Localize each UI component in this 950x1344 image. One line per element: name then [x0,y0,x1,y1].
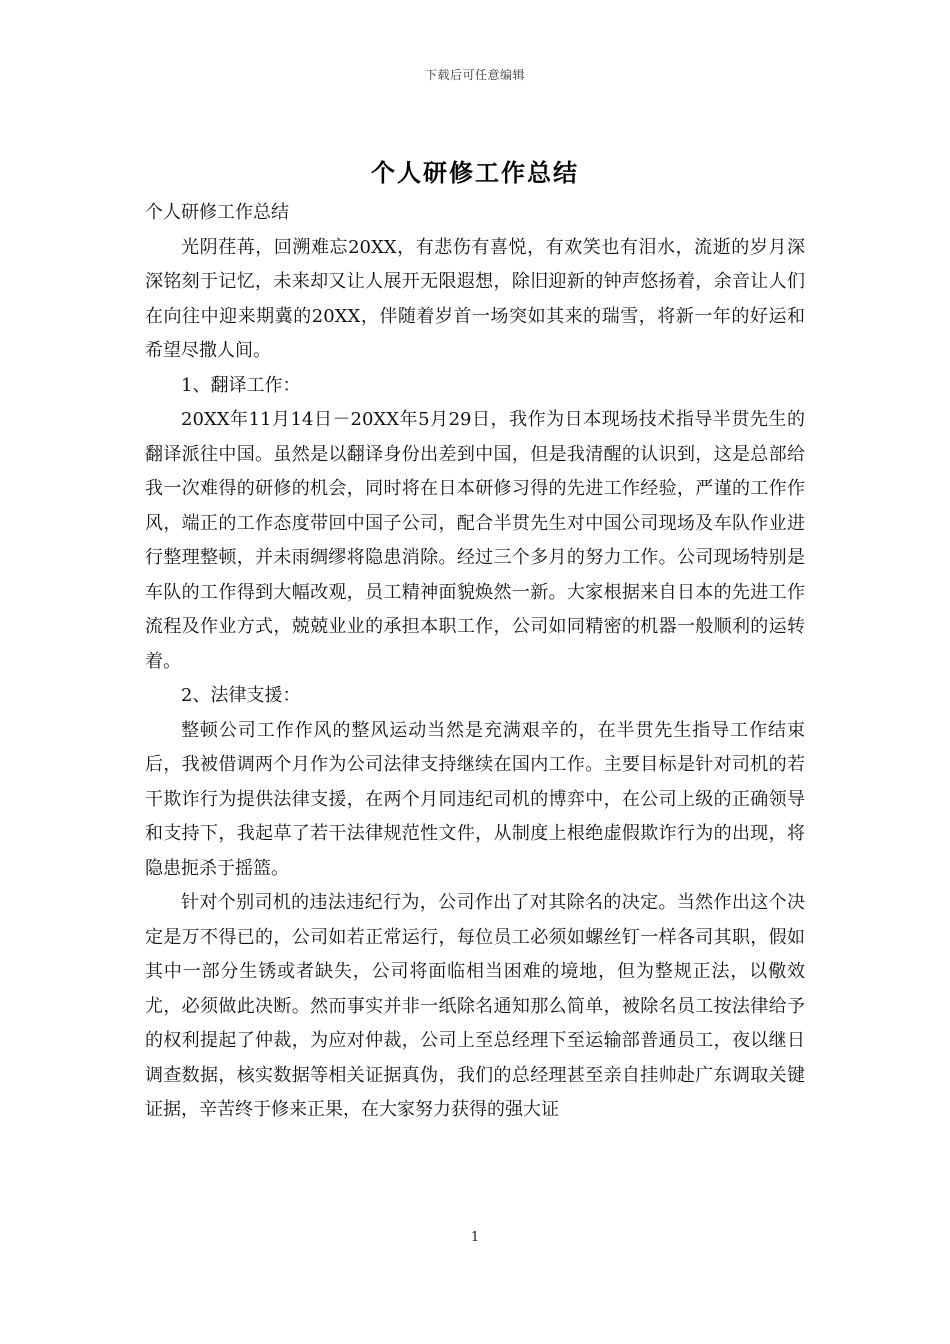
page-number: 1 [470,1230,480,1245]
paragraph-translation: 20XX年11月14日－20XX年5月29日，我作为日本现场技术指导半贯先生的翻译派往中国。虽然是以翻译身份出差到中国，但是我清醒的认识到，这是总部给我一次难得的研修的机会，同时将在日本研修习得的先进工作经验，严谨的工作作风，端正的工作态度带回中国子公司，配合半贯先生对中国公司现场及车队作业进行整理整顿，并未雨绸缪将隐患消除。经过三个多月的努力工作。公司现场特别是车队的工作得到大幅改观，员工精神面貌焕然一新。大家根据来自日本的先进工作流程及作业方式，兢兢业业的承担本职工作，公司如同精密的机器一般顺利的运转着。 [145,409,805,672]
document-title: 个人研修工作总结 [371,158,579,187]
document-subtitle: 个人研修工作总结 [145,202,289,223]
header-note: 下载后可任意编辑 [424,68,525,82]
section-heading-legal-support: 2、法律支援： [181,685,301,706]
section-heading-translation: 1、翻译工作： [181,374,301,396]
paragraph-dismissal: 针对个别司机的违法违纪行为，公司作出了对其除名的决定。当然作出这个决定是万不得已的，公司如若正常运行，每位员工必须如螺丝钉一样各司其职，假如其中一部分生锈或者缺失，公司将面临相当困难的境地，但为整规正法，以儆效尤，必须做此决断。然而事实并非一纸除名通知那么简单，被除名员工按法律给予的权利提起了仲裁，为应对仲裁，公司上至总经理下至运输部普通员工，夜以继日调查数据，核实数据等相关证据真伪，我们的总经理甚至亲自挂帅赴广东调取关键证据，辛苦终于修来正果，在大家努力获得的强大证 [145,892,805,1120]
paragraph-legal-support: 整顿公司工作作风的整风运动当然是充满艰辛的，在半贯先生指导工作结束后，我被借调两个月作为公司法律支持继续在国内工作。主要目标是针对司机的若干欺诈行为提供法律支援，在两个月同违纪司机的博弈中，在公司上级的正确领导和支持下，我起草了若干法律规范性文件，从制度上根绝虚假欺诈行为的出现，将隐患扼杀于摇篮。 [145,719,805,879]
paragraph-intro: 光阴荏苒，回溯难忘20XX，有悲伤有喜悦，有欢笑也有泪水，流逝的岁月深深铭刻于记忆，未来却又让人展开无限遐想，除旧迎新的钟声悠扬着，余音让人们在向往中迎来期冀的20XX，伴随着岁首一场突如其来的瑞雪，将新一年的好运和希望尽撒人间。 [145,236,805,361]
document-body [145,196,805,1128]
